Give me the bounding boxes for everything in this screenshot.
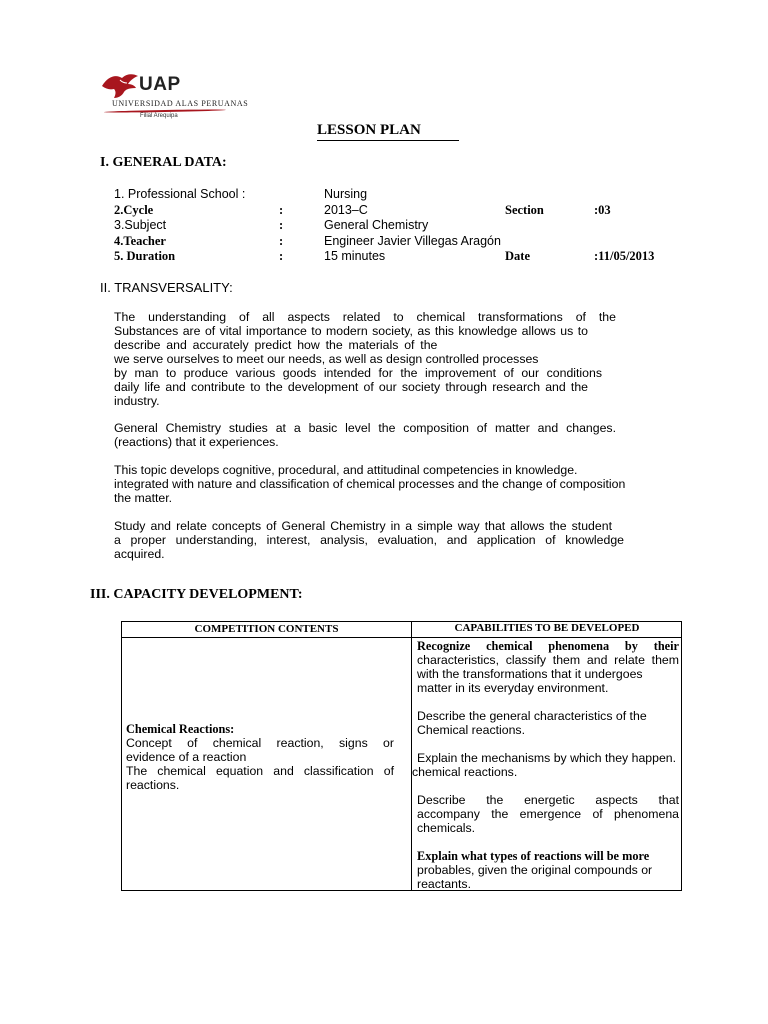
transversality-paragraph	[114, 310, 616, 408]
content-line: Concept of chemical reaction, signs or	[126, 736, 394, 750]
capabilities-cell	[412, 639, 679, 891]
transversality-paragraph	[114, 463, 626, 505]
field-colon: :	[279, 203, 284, 217]
spacer	[417, 695, 679, 709]
paragraph-line: This topic develops cognitive, procedural, and attitudinal competencies in knowledge.	[114, 463, 578, 477]
transversality-paragraph	[114, 421, 616, 449]
university-logo	[100, 72, 249, 126]
paragraph-line: by man to produce various goods intended for the improvement of our conditions	[114, 366, 602, 380]
paragraph-line: a proper understanding, interest, analysis, evaluation, and application of knowledge	[114, 533, 624, 547]
field-colon: :	[279, 249, 284, 263]
field-value: General Chemistry	[324, 218, 429, 232]
content-title: Chemical Reactions:	[126, 722, 235, 736]
paragraph-line: industry.	[114, 394, 160, 408]
content-line: reactions.	[126, 778, 180, 792]
general-data-row	[114, 249, 674, 265]
capability-line: chemical reactions.	[412, 765, 518, 779]
logo-university-name: UNIVERSIDAD ALAS PERUANAS	[112, 99, 249, 108]
capability-line: matter in its everyday environment.	[417, 681, 609, 695]
document-title: LESSON PLAN	[317, 122, 459, 141]
capability-line: Describe the general characteristics of the	[417, 709, 647, 723]
column-divider	[411, 622, 412, 890]
paragraph-line: Substances are of vital importance to modern society, as this knowledge allows us to	[114, 324, 588, 338]
competition-contents-cell	[126, 722, 394, 792]
capability-line: accompany the emergence of phenomena	[417, 807, 679, 821]
section-value: :03	[594, 203, 611, 217]
general-data-row	[114, 187, 674, 203]
paragraph-line: describe and accurately predict how the materials of the	[114, 338, 438, 352]
field-label: 3.Subject	[114, 218, 167, 232]
field-value: 2013–C	[324, 203, 368, 217]
field-label: 2.Cycle	[114, 203, 154, 217]
condor-logo-icon	[100, 72, 140, 100]
spacer	[417, 779, 679, 793]
column-header-capabilities: CAPABILITIES TO BE DEVELOPED	[454, 622, 640, 634]
general-data-row	[114, 218, 674, 234]
general-data-row	[114, 234, 674, 250]
paragraph-line: The understanding of all aspects related to chemical transformations of the	[114, 310, 616, 324]
field-colon: :	[279, 234, 284, 248]
capability-line: probables, given the original compounds or	[417, 863, 653, 877]
field-colon: :	[279, 218, 284, 232]
transversality-paragraph	[114, 519, 624, 561]
date-label: Date	[505, 249, 530, 263]
paragraph-line: we serve ourselves to meet our needs, as well as design controlled processes	[114, 352, 539, 366]
section-general-data-heading: I. GENERAL DATA:	[100, 155, 227, 170]
capability-line: Recognize chemical phenomena by their	[417, 639, 679, 653]
field-label: 1. Professional School :	[114, 187, 246, 201]
capability-line: characteristics, classify them and relate them	[417, 653, 679, 667]
field-value: Engineer Javier Villegas Aragón	[324, 234, 501, 248]
paragraph-line: (reactions) that it experiences.	[114, 435, 279, 449]
logo-acronym: UAP	[139, 74, 181, 95]
spacer	[417, 737, 679, 751]
paragraph-line: acquired.	[114, 547, 165, 561]
spacer	[417, 835, 679, 849]
paragraph-line: Study and relate concepts of General Chemistry in a simple way that allows the student	[114, 519, 612, 533]
capability-line: Describe the energetic aspects that	[417, 793, 679, 807]
paragraph-line: integrated with nature and classification of chemical processes and the change of composition	[114, 477, 626, 491]
capability-line: Explain the mechanisms by which they happen.	[417, 751, 677, 765]
content-line: evidence of a reaction	[126, 750, 247, 764]
column-header-competition: COMPETITION CONTENTS	[194, 623, 339, 635]
paragraph-line: General Chemistry studies at a basic level the composition of matter and changes.	[114, 421, 616, 435]
paragraph-line: daily life and contribute to the development of our society through research and the	[114, 380, 588, 394]
capability-line: Explain what types of reactions will be more	[417, 849, 650, 863]
logo-branch: Filial Arequipa	[140, 113, 178, 119]
section-label: Section	[505, 203, 544, 217]
field-value: Nursing	[324, 187, 368, 201]
field-label: 5. Duration	[114, 249, 176, 263]
capacity-table	[121, 621, 682, 891]
capability-line: chemicals.	[417, 821, 476, 835]
general-data-row	[114, 203, 674, 219]
content-line: The chemical equation and classification of	[126, 764, 394, 778]
date-value: :11/05/2013	[594, 249, 655, 263]
paragraph-line: the matter.	[114, 491, 173, 505]
header-divider	[122, 637, 681, 638]
capability-line: Chemical reactions.	[417, 723, 525, 737]
field-value: 15 minutes	[324, 249, 386, 263]
capability-line: with the transformations that it undergoes	[417, 667, 643, 681]
capability-line: reactants.	[417, 877, 471, 891]
field-label: 4.Teacher	[114, 234, 166, 248]
section-transversality-heading: II. TRANSVERSALITY:	[100, 280, 233, 295]
section-capacity-heading: III. CAPACITY DEVELOPMENT:	[90, 587, 303, 602]
